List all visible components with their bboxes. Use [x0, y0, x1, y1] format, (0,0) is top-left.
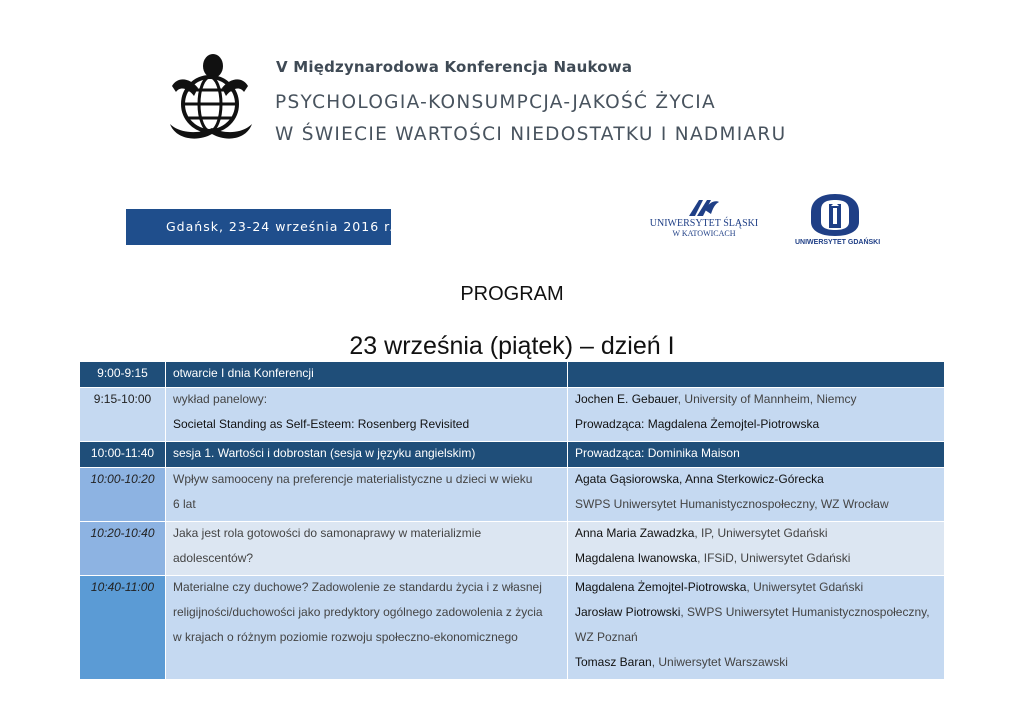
event-cell: Materialne czy duchowe? Zadowolenie ze standardu życia i z własnej religijności/duchowości jako predyktory ogólnego zadowolenia z życia w krajach o różnym poziomie rozwoju społeczno-ekonomicznego	[166, 576, 568, 679]
speaker-name: Agata Gąsiorowska, Anna Sterkowicz-Górecka	[575, 472, 824, 486]
day-heading: 23 września (piątek) – dzień I	[349, 332, 675, 360]
university-gdansk-logo	[795, 192, 881, 250]
event-cell: otwarcie I dnia Konferencji	[166, 362, 568, 387]
table-row	[80, 362, 944, 388]
conference-title: V Międzynarodowa Konferencja Naukowa	[276, 58, 633, 76]
people-cell	[568, 576, 944, 679]
table-row	[80, 576, 944, 680]
speaker-affiliation: , University of Mannheim, Niemcy	[677, 392, 857, 406]
speaker-name: Jarosław Piotrowski	[575, 605, 681, 619]
event-cell: Jaka jest rola gotowości do samonaprawy w materializmie adolescentów?	[166, 522, 568, 575]
people-cell	[568, 468, 944, 521]
university-gdansk-name: UNIWERSYTET GDAŃSKI	[795, 239, 881, 246]
people-cell	[568, 442, 944, 467]
speaker-affiliation: , SWPS Uniwersytet Humanistycznospołeczny,	[680, 605, 930, 619]
time-cell: 10:00-11:40	[80, 442, 166, 467]
speaker-affiliation: , Uniwersytet Warszawski	[651, 655, 788, 669]
people-cell	[568, 362, 944, 387]
speaker-name: Anna Maria Zawadzka	[575, 526, 695, 540]
speaker-affiliation: , IP, Uniwersytet Gdański	[694, 526, 828, 540]
speaker-name: Tomasz Baran	[575, 655, 652, 669]
university-gdansk-emblem-icon	[807, 192, 863, 238]
conference-subtitle-line-1: PSYCHOLOGIA-KONSUMPCJA-JAKOŚĆ ŻYCIA	[275, 92, 716, 113]
speaker-affiliation: SWPS Uniwersytet Humanistycznospołeczny, WZ Wrocław	[575, 497, 889, 511]
speaker-name: Magdalena Iwanowska	[575, 551, 698, 565]
table-row	[80, 468, 944, 522]
speaker-name: Magdalena Żemojtel-Piotrowska	[575, 580, 747, 594]
university-silesia-name: UNIWERSYTET ŚLĄSKI	[649, 218, 759, 229]
event-cell: Wpływ samooceny na preferencje materialistyczne u dzieci w wieku 6 lat	[166, 468, 568, 521]
table-row	[80, 388, 944, 442]
moderator-name: Prowadząca: Dominika Maison	[575, 446, 740, 460]
university-silesia-city: W KATOWICACH	[672, 229, 736, 238]
program-heading: PROGRAM	[460, 283, 564, 305]
table-row	[80, 522, 944, 576]
time-cell: 10:40-11:00	[80, 576, 166, 679]
table-row	[80, 442, 944, 468]
time-cell: 9:00-9:15	[80, 362, 166, 387]
speaker-affiliation: WZ Poznań	[575, 630, 638, 644]
people-cell	[568, 388, 944, 441]
university-silesia-emblem-icon	[687, 198, 721, 218]
people-cell	[568, 522, 944, 575]
conference-subtitle-line-2: W ŚWIECIE WARTOŚCI NIEDOSTATKU I NADMIARU	[275, 124, 787, 145]
university-silesia-logo	[648, 198, 760, 250]
globe-person-icon	[168, 52, 252, 144]
time-cell: 10:00-10:20	[80, 468, 166, 521]
moderator-name: Prowadząca: Magdalena Żemojtel-Piotrowska	[575, 417, 820, 431]
event-cell: sesja 1. Wartości i dobrostan (sesja w języku angielskim)	[166, 442, 568, 467]
date-banner: Gdańsk, 23-24 września 2016 r.	[126, 209, 391, 245]
time-cell: 10:20-10:40	[80, 522, 166, 575]
schedule-table	[80, 362, 944, 680]
time-cell: 9:15-10:00	[80, 388, 166, 441]
conference-logo	[168, 52, 252, 144]
event-cell: wykład panelowy: Societal Standing as Self-Esteem: Rosenberg Revisited	[166, 388, 568, 441]
speaker-affiliation: , IFSiD, Uniwersytet Gdański	[697, 551, 851, 565]
speaker-affiliation: , Uniwersytet Gdański	[746, 580, 864, 594]
speaker-name: Jochen E. Gebauer	[575, 392, 678, 406]
